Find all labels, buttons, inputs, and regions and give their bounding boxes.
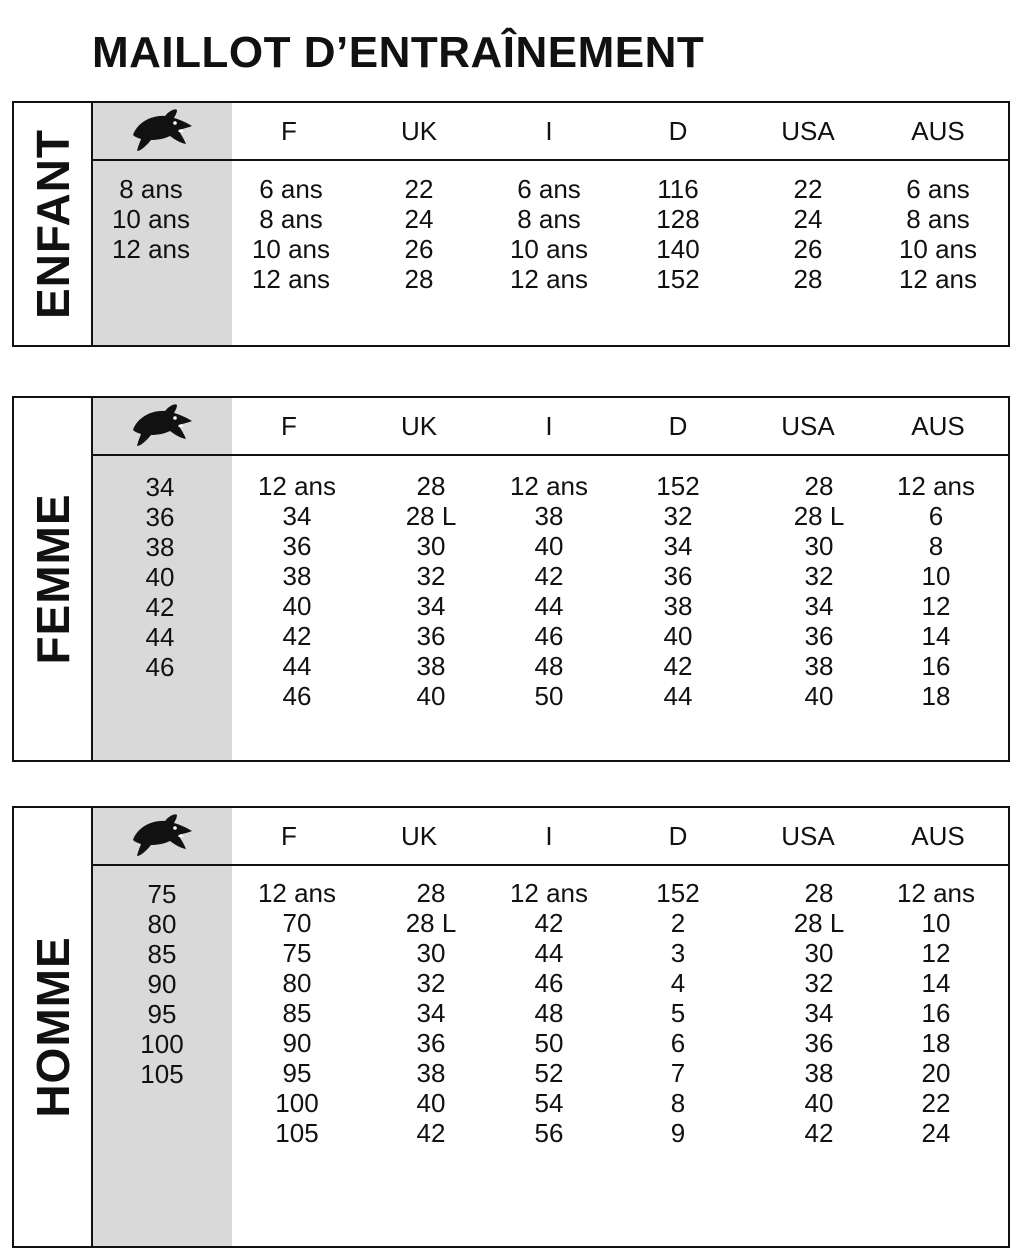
header-divider <box>93 454 1008 456</box>
size-cell: 46 <box>282 681 312 711</box>
size-column-aus <box>871 471 1001 711</box>
size-cell: 28 <box>404 264 434 294</box>
section-label: FEMME <box>26 493 79 665</box>
brand-header <box>93 808 232 864</box>
size-cell: 10 ans <box>509 234 589 264</box>
size-cell: 36 <box>416 621 446 651</box>
size-cell: 116 <box>657 174 699 204</box>
size-column-usa <box>754 471 884 711</box>
size-cell: 22 <box>793 174 823 204</box>
size-column-usa <box>743 174 873 294</box>
size-cell: 128 <box>656 204 700 234</box>
size-cell: 32 <box>804 968 834 998</box>
size-cell: 105 <box>140 1059 184 1089</box>
size-cell: 90 <box>147 969 177 999</box>
size-cell: 8 <box>928 531 944 561</box>
size-cell: 10 ans <box>251 234 331 264</box>
size-cell: 8 ans <box>259 204 323 234</box>
size-cell: 34 <box>282 501 312 531</box>
size-cell: 42 <box>534 908 564 938</box>
size-cell: 28 <box>416 471 446 501</box>
size-cell: 36 <box>804 621 834 651</box>
size-cell: 26 <box>404 234 434 264</box>
size-cell: 38 <box>534 501 564 531</box>
size-cell: 38 <box>804 651 834 681</box>
size-cell: 12 ans <box>251 264 331 294</box>
size-cell: 46 <box>534 621 564 651</box>
size-cell: 105 <box>275 1118 319 1148</box>
size-cell: 36 <box>145 502 175 532</box>
size-table-femme <box>12 396 1010 762</box>
size-cell: 36 <box>282 531 312 561</box>
shark-logo-icon <box>131 404 195 448</box>
brand-header <box>93 398 232 454</box>
size-cell: 30 <box>804 938 834 968</box>
size-cell: 32 <box>416 968 446 998</box>
size-cell: 12 ans <box>896 878 976 908</box>
column-header: F <box>281 116 297 146</box>
size-cell: 95 <box>282 1058 312 1088</box>
side-panel <box>14 103 93 345</box>
size-cell: 28 L <box>793 908 845 938</box>
column-header: I <box>545 821 553 851</box>
size-cell: 44 <box>663 681 693 711</box>
size-cell: 5 <box>670 998 686 1028</box>
header-divider <box>93 864 1008 866</box>
size-cell: 34 <box>804 591 834 621</box>
size-cell: 54 <box>534 1088 564 1118</box>
size-cell: 2 <box>670 908 686 938</box>
column-header: D <box>668 411 688 441</box>
size-cell: 24 <box>404 204 434 234</box>
side-panel <box>14 398 93 760</box>
size-cell: 10 <box>921 561 951 591</box>
size-cell: 75 <box>282 938 312 968</box>
size-column-f <box>232 471 362 711</box>
size-cell: 36 <box>663 561 693 591</box>
size-cell: 30 <box>416 531 446 561</box>
size-cell: 52 <box>534 1058 564 1088</box>
size-cell: 152 <box>656 878 700 908</box>
size-cell: 80 <box>282 968 312 998</box>
size-cell: 16 <box>921 998 951 1028</box>
size-cell: 28 L <box>405 501 457 531</box>
brand-size-column <box>86 174 216 264</box>
size-cell: 6 ans <box>906 174 970 204</box>
size-column-usa <box>754 878 884 1148</box>
header-divider <box>93 159 1008 161</box>
size-column-uk <box>366 878 496 1148</box>
size-column-aus <box>873 174 1003 294</box>
side-panel <box>14 808 93 1246</box>
size-cell: 38 <box>282 561 312 591</box>
size-cell: 42 <box>145 592 175 622</box>
size-column-i <box>484 471 614 711</box>
size-cell: 50 <box>534 681 564 711</box>
size-cell: 8 ans <box>517 204 581 234</box>
size-cell: 4 <box>670 968 686 998</box>
section-label: HOMME <box>26 936 79 1118</box>
size-cell: 12 ans <box>257 878 337 908</box>
size-cell: 44 <box>534 938 564 968</box>
size-cell: 42 <box>663 651 693 681</box>
size-cell: 44 <box>534 591 564 621</box>
size-cell: 95 <box>147 999 177 1029</box>
size-column-aus <box>871 878 1001 1148</box>
size-cell: 28 <box>793 264 823 294</box>
size-cell: 152 <box>656 471 700 501</box>
size-cell: 40 <box>282 591 312 621</box>
size-cell: 12 ans <box>509 878 589 908</box>
size-cell: 38 <box>804 1058 834 1088</box>
size-cell: 8 <box>670 1088 686 1118</box>
size-column-f <box>226 174 356 294</box>
column-header: I <box>545 411 553 441</box>
size-cell: 22 <box>921 1088 951 1118</box>
size-cell: 85 <box>147 939 177 969</box>
size-column-d <box>613 174 743 294</box>
size-cell: 38 <box>145 532 175 562</box>
size-cell: 12 ans <box>898 264 978 294</box>
size-cell: 38 <box>663 591 693 621</box>
size-cell: 42 <box>804 1118 834 1148</box>
size-cell: 34 <box>416 998 446 1028</box>
size-cell: 10 ans <box>898 234 978 264</box>
size-cell: 28 <box>804 471 834 501</box>
column-header: UK <box>400 116 438 146</box>
size-cell: 36 <box>416 1028 446 1058</box>
size-cell: 28 <box>804 878 834 908</box>
size-cell: 140 <box>656 234 700 264</box>
size-cell: 28 L <box>405 908 457 938</box>
size-cell: 40 <box>416 681 446 711</box>
column-header: USA <box>781 411 835 441</box>
size-cell: 38 <box>416 651 446 681</box>
size-column-f <box>232 878 362 1148</box>
brand-size-column <box>97 879 227 1089</box>
size-cell: 7 <box>670 1058 686 1088</box>
size-column-i <box>484 174 614 294</box>
size-cell: 44 <box>282 651 312 681</box>
size-cell: 90 <box>282 1028 312 1058</box>
size-cell: 20 <box>921 1058 951 1088</box>
size-cell: 70 <box>282 908 312 938</box>
size-cell: 44 <box>145 622 175 652</box>
column-header: I <box>545 116 553 146</box>
column-header: F <box>281 821 297 851</box>
size-cell: 46 <box>145 652 175 682</box>
size-cell: 10 ans <box>111 204 191 234</box>
size-cell: 56 <box>534 1118 564 1148</box>
size-cell: 34 <box>663 531 693 561</box>
size-cell: 16 <box>921 651 951 681</box>
size-cell: 12 ans <box>111 234 191 264</box>
size-cell: 85 <box>282 998 312 1028</box>
size-cell: 34 <box>804 998 834 1028</box>
size-cell: 40 <box>663 621 693 651</box>
size-cell: 32 <box>663 501 693 531</box>
section-label: ENFANT <box>26 129 79 319</box>
size-cell: 28 <box>416 878 446 908</box>
size-cell: 6 <box>670 1028 686 1058</box>
size-cell: 30 <box>416 938 446 968</box>
column-header: AUS <box>911 411 965 441</box>
brand-header <box>93 103 232 159</box>
column-header: USA <box>781 116 835 146</box>
size-cell: 24 <box>793 204 823 234</box>
column-header: AUS <box>911 821 965 851</box>
size-cell: 8 ans <box>119 174 183 204</box>
column-header: D <box>668 116 688 146</box>
size-cell: 14 <box>921 968 951 998</box>
size-column-d <box>613 878 743 1148</box>
size-cell: 36 <box>804 1028 834 1058</box>
size-cell: 3 <box>670 938 686 968</box>
size-table-enfant <box>12 101 1010 347</box>
size-cell: 32 <box>416 561 446 591</box>
size-cell: 28 L <box>793 501 845 531</box>
size-cell: 24 <box>921 1118 951 1148</box>
size-cell: 9 <box>670 1118 686 1148</box>
size-cell: 12 ans <box>257 471 337 501</box>
column-header: USA <box>781 821 835 851</box>
size-cell: 18 <box>921 681 951 711</box>
column-header: UK <box>400 411 438 441</box>
size-cell: 48 <box>534 998 564 1028</box>
size-cell: 18 <box>921 1028 951 1058</box>
size-cell: 6 ans <box>517 174 581 204</box>
size-cell: 40 <box>145 562 175 592</box>
column-header: F <box>281 411 297 441</box>
size-cell: 100 <box>275 1088 319 1118</box>
size-cell: 6 <box>928 501 944 531</box>
size-cell: 100 <box>140 1029 184 1059</box>
size-cell: 8 ans <box>906 204 970 234</box>
size-cell: 26 <box>793 234 823 264</box>
size-cell: 14 <box>921 621 951 651</box>
column-header: D <box>668 821 688 851</box>
size-column-uk <box>366 471 496 711</box>
shark-logo-icon <box>131 109 195 153</box>
size-cell: 50 <box>534 1028 564 1058</box>
size-cell: 34 <box>145 472 175 502</box>
size-cell: 48 <box>534 651 564 681</box>
size-cell: 46 <box>534 968 564 998</box>
size-cell: 12 <box>921 591 951 621</box>
size-column-d <box>613 471 743 711</box>
page-title: MAILLOT D’ENTRAÎNEMENT <box>92 28 705 77</box>
size-cell: 152 <box>656 264 700 294</box>
size-cell: 6 ans <box>259 174 323 204</box>
size-cell: 22 <box>404 174 434 204</box>
size-cell: 10 <box>921 908 951 938</box>
size-cell: 12 ans <box>896 471 976 501</box>
size-column-i <box>484 878 614 1148</box>
size-cell: 34 <box>416 591 446 621</box>
size-cell: 42 <box>416 1118 446 1148</box>
size-cell: 12 <box>921 938 951 968</box>
size-table-homme <box>12 806 1010 1248</box>
size-cell: 12 ans <box>509 264 589 294</box>
size-cell: 40 <box>804 681 834 711</box>
column-header: UK <box>400 821 438 851</box>
size-cell: 42 <box>534 561 564 591</box>
column-header: AUS <box>911 116 965 146</box>
size-cell: 40 <box>534 531 564 561</box>
size-cell: 80 <box>147 909 177 939</box>
shark-logo-icon <box>131 814 195 858</box>
brand-size-column <box>95 472 225 682</box>
size-cell: 40 <box>416 1088 446 1118</box>
size-cell: 32 <box>804 561 834 591</box>
size-cell: 30 <box>804 531 834 561</box>
size-cell: 75 <box>147 879 177 909</box>
size-cell: 40 <box>804 1088 834 1118</box>
size-cell: 12 ans <box>509 471 589 501</box>
size-cell: 42 <box>282 621 312 651</box>
size-cell: 38 <box>416 1058 446 1088</box>
size-column-uk <box>354 174 484 294</box>
